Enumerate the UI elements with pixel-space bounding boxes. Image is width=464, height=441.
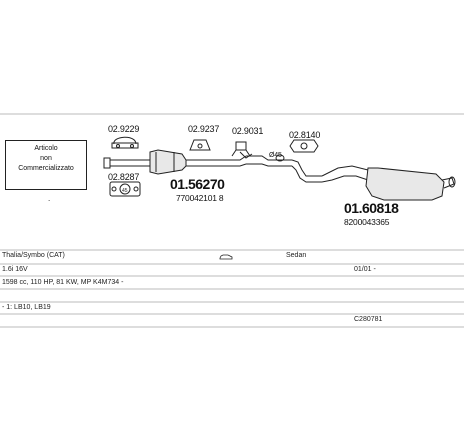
dot-mark: .: [48, 194, 51, 203]
part-code-02-9229: 02.9229: [108, 124, 140, 134]
part-code-02-9237: 02.9237: [188, 124, 220, 134]
sedan-car-icon: [219, 253, 233, 260]
not-commercialized-box: [5, 140, 87, 190]
front-pipe-catalytic-converter: [104, 150, 246, 174]
rear-silencer-code: 01.60818: [344, 200, 399, 216]
part-code-02-8287: 02.8287: [108, 172, 140, 182]
spec-chassis: - 1: LB10, LB19: [2, 304, 51, 311]
note-line: Articolo: [34, 145, 58, 152]
spec-details: 1598 cc, 110 HP, 81 KW, MP K4M734 -: [2, 279, 124, 286]
spec-model: Thalia/Symbo (CAT): [2, 252, 65, 259]
rear-silencer-oem: 8200043365: [344, 217, 390, 227]
seal-ring-02-8140-icon: [290, 140, 318, 152]
spec-engine: 1.6i 16V: [2, 266, 28, 273]
note-line: Commercializzato: [18, 165, 74, 172]
hanger-02-9031-icon: [232, 142, 252, 158]
rear-silencer: [322, 166, 455, 200]
part-code-02-9031: 02.9031: [232, 126, 264, 136]
clamp-02-9229-icon: [112, 137, 138, 148]
part-code-02-8140: 02.8140: [289, 130, 321, 140]
spec-date: 01/01 -: [354, 266, 376, 273]
svg-text:45: 45: [122, 188, 128, 194]
spec-body: Sedan: [286, 252, 307, 259]
ring-size-label: Ø45: [269, 152, 282, 159]
spec-catalog: C280781: [354, 316, 383, 323]
front-pipe-oem: 770042101 8: [176, 193, 224, 203]
clamp-02-8287-icon: [110, 182, 140, 196]
note-line: non: [40, 155, 52, 162]
clamp-02-9237-icon: [190, 140, 210, 150]
front-pipe-code: 01.56270: [170, 176, 225, 192]
